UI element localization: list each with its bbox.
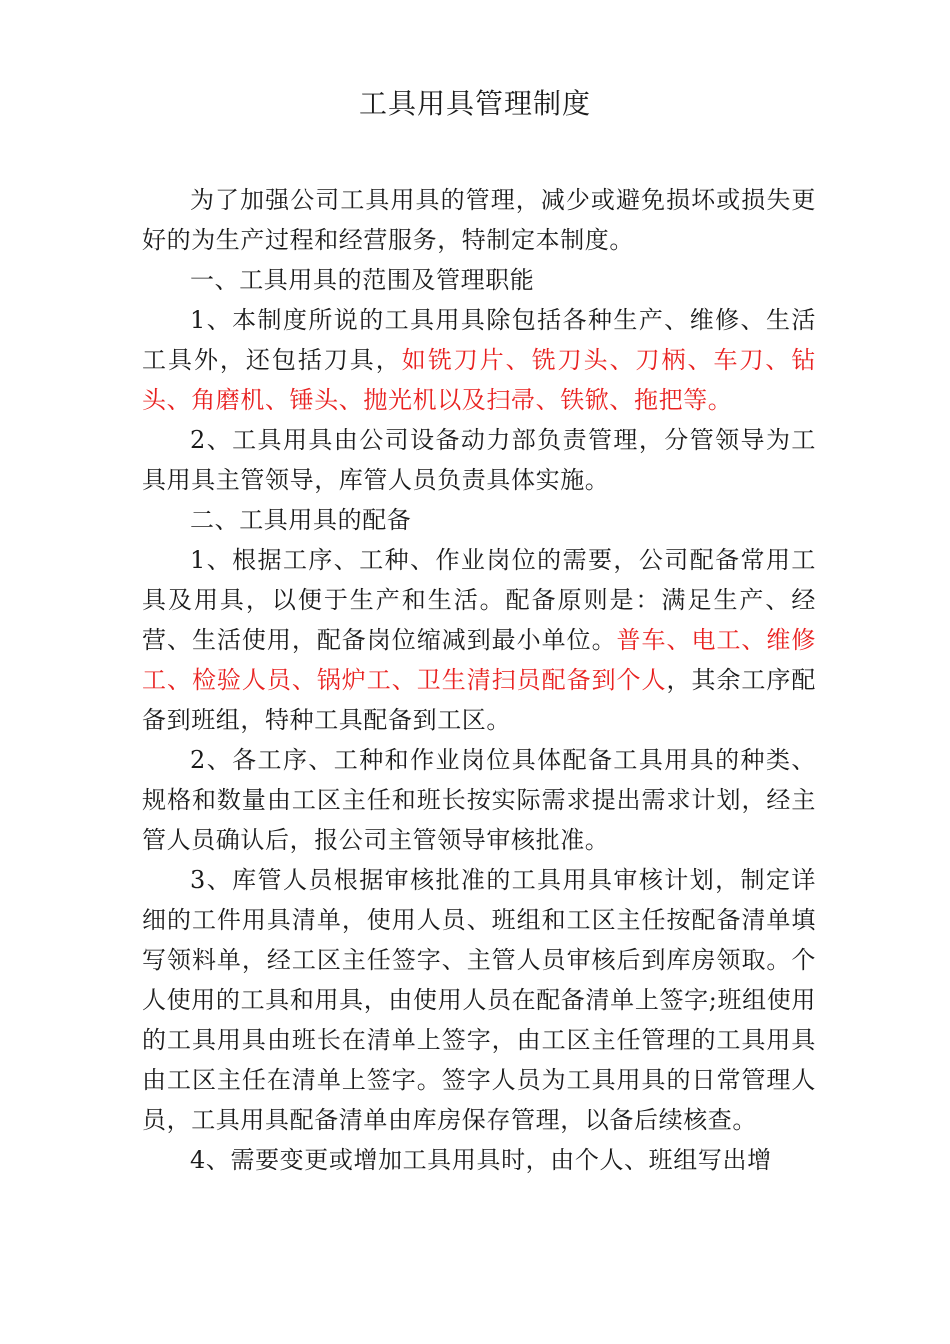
paragraph-text: ，其余工序配备到班组，特种工具配备到工区。	[142, 666, 816, 734]
paragraph-2-4: 4、需要变更或增加工具用具时，由个人、班组写出增	[190, 1146, 772, 1174]
section-heading-2: 二、工具用具的配备	[190, 506, 412, 534]
highlighted-text: 如铣刀片、铣刀头、刀柄、车刀、钻头、角磨机、锤头、抛光机以及扫帚、铁锨、拖把等。	[142, 346, 816, 414]
document-body	[142, 180, 816, 1180]
highlighted-text: 普车、电工、维修工、检验人员、锅炉工、卫生清扫员配备到个人	[142, 626, 816, 694]
paragraph-intro: 为了加强公司工具用具的管理，减少或避免损坏或损失更好的为生产过程和经营服务，特制定本制度。	[142, 186, 816, 254]
paragraph-2-2: 2、各工序、工种和作业岗位具体配备工具用具的种类、规格和数量由工区主任和班长按实际需求提出需求计划，经主管人员确认后，报公司主管领导审核批准。	[142, 746, 816, 854]
paragraph-2-1	[142, 540, 816, 740]
paragraph-text: 1、根据工序、工种、作业岗位的需要，公司配备常用工具及用具，以便于生产和生活。配备原则是：满足生产、经营、生活使用，配备岗位缩减到最小单位。	[142, 546, 816, 654]
document-title: 工具用具管理制度	[358, 87, 591, 120]
paragraph-2-3: 3、库管人员根据审核批准的工具用具审核计划，制定详细的工件用具清单，使用人员、班组和工区主任按配备清单填写领料单，经工区主任签字、主管人员审核后到库房领取。个人使用的工具和用具，由使用人员在配备清单上签字;班组使用的工具用具由班长在清单上签字，由工区主任管理的工具用具由工区主任在清单上签字。签字人员为工具用具的日常管理人员，工具用具配备清单由库房保存管理，以备后续核查。	[142, 866, 816, 1134]
paragraph-1-2: 2、工具用具由公司设备动力部负责管理，分管领导为工具用具主管领导，库管人员负责具体实施。	[142, 426, 816, 494]
paragraph-text: 1、本制度所说的工具用具除包括各种生产、维修、生活工具外，还包括刀具，	[142, 306, 816, 374]
paragraph-1-1	[142, 300, 816, 420]
section-heading-1: 一、工具用具的范围及管理职能	[190, 266, 535, 294]
